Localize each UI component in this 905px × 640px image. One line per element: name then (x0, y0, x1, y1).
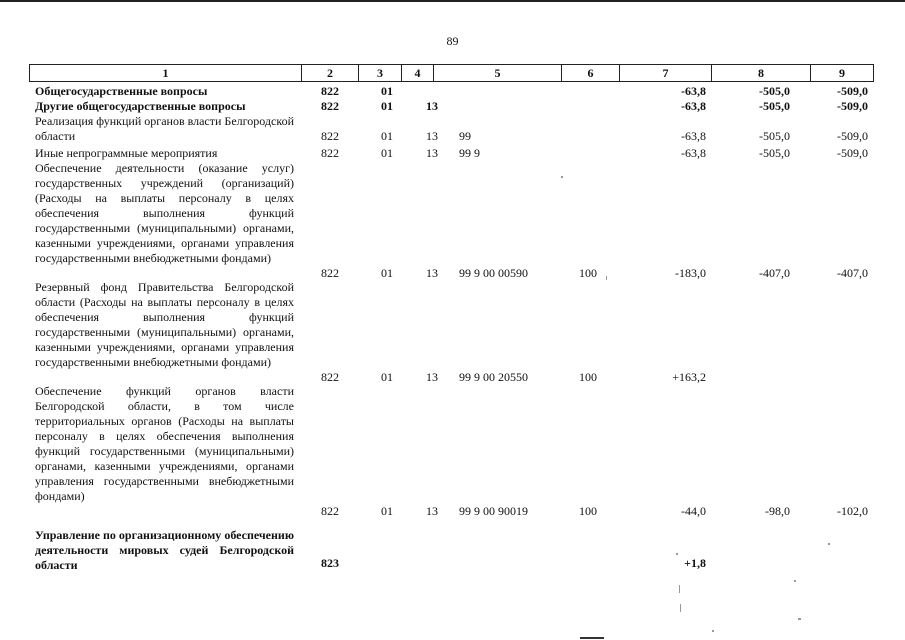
header-col-2: 2 (302, 65, 359, 81)
row-4-col-3: 01 (381, 266, 393, 280)
bottom-edge-mark (580, 637, 604, 639)
row-7-description: Управление по организационному обеспечению деятельности мировых судей Белгородской области (35, 528, 294, 572)
row-1-col-9: -509,0 (837, 99, 868, 113)
row-4-col-9: -407,0 (837, 266, 868, 280)
row-5-col-3: 01 (381, 370, 393, 384)
row-0-col-3: 01 (381, 84, 393, 98)
header-col-6: 6 (562, 65, 620, 81)
row-3-col-8: -505,0 (759, 146, 790, 160)
row-2-col-2: 822 (321, 129, 339, 143)
top-border-line (0, 0, 905, 2)
row-7-col-2: 823 (321, 556, 339, 570)
row-3-col-4: 13 (426, 146, 438, 160)
row-6-col-4: 13 (426, 504, 438, 518)
row-3-col-2: 822 (321, 146, 339, 160)
row-0-col-9: -509,0 (837, 84, 868, 98)
header-col-8: 8 (712, 65, 811, 81)
row-6-col-8: -98,0 (765, 504, 790, 518)
scan-speck (712, 630, 714, 632)
row-0-col-2: 822 (321, 84, 339, 98)
row-3-col-7: -63,8 (681, 146, 706, 160)
row-5-description: Резервный фонд Правительства Белгородской области (Расходы на выплаты персоналу в целях обеспечения выполнения функций государственными (муниципальными) органами, казенными учреждениями, органами управления государственными внебюджетными фондами) (35, 280, 294, 369)
scan-speck (828, 543, 830, 545)
row-2-col-4: 13 (426, 129, 438, 143)
row-1-col-8: -505,0 (759, 99, 790, 113)
row-4-description: Обеспечение деятельности (оказание услуг) государственных учреждений (организаций) (Расходы на выплаты персоналу в целях обеспечения выполнения функций государственными (муниципальными) органами, казенными учреждениями, органами управления государственными внебюджетными фондами) (35, 161, 294, 265)
row-3-description: Иные непрограммные мероприятия (35, 146, 218, 160)
row-6-description: Обеспечение функций органов власти Белгородской области, в том числе территориальных органов (Расходы на выплаты персоналу в целях обеспечения выполнения функций государственными (муниципальными) органами, казенными учреждениями, органами управления государственными внебюджетными фондами) (35, 384, 294, 503)
row-3-col-3: 01 (381, 146, 393, 160)
row-1-col-7: -63,8 (681, 99, 706, 113)
row-7-col-7: +1,8 (684, 556, 706, 570)
row-5-col-4: 13 (426, 370, 438, 384)
table-header-row (29, 64, 874, 82)
row-1-col-2: 822 (321, 99, 339, 113)
row-3-col-5: 99 9 (459, 146, 480, 160)
row-6-col-5: 99 9 00 90019 (459, 504, 528, 518)
row-0-col-8: -505,0 (759, 84, 790, 98)
row-2-col-3: 01 (381, 129, 393, 143)
header-col-1: 1 (30, 65, 302, 81)
row-6-col-6: 100 (579, 504, 597, 518)
row-6-col-9: -102,0 (837, 504, 868, 518)
header-col-5: 5 (434, 65, 562, 81)
row-5-col-7: +163,2 (672, 370, 706, 384)
scan-speck (679, 585, 680, 593)
row-2-col-7: -63,8 (681, 129, 706, 143)
row-5-col-2: 822 (321, 370, 339, 384)
row-5-col-5: 99 9 00 20550 (459, 370, 528, 384)
scan-speck (680, 604, 681, 612)
row-6-col-3: 01 (381, 504, 393, 518)
row-1-col-3: 01 (381, 99, 393, 113)
page-number: 89 (446, 34, 459, 48)
row-4-col-7: -183,0 (675, 266, 706, 280)
header-col-4: 4 (402, 65, 434, 81)
scan-speck (794, 580, 796, 582)
row-4-col-2: 822 (321, 266, 339, 280)
scan-speck (676, 553, 678, 555)
row-3-col-9: -509,0 (837, 146, 868, 160)
row-2-description: Реализация функций органов власти Белгородской области (35, 114, 294, 143)
header-col-9: 9 (839, 66, 845, 80)
row-6-col-7: -44,0 (681, 504, 706, 518)
row-4-col-6: 100 (579, 266, 597, 280)
row-4-col-8: -407,0 (759, 266, 790, 280)
row-0-col-7: -63,8 (681, 84, 706, 98)
scan-speck (798, 618, 801, 620)
header-col-3: 3 (359, 65, 402, 81)
row-5-col-6: 100 (579, 370, 597, 384)
row-6-col-2: 822 (321, 504, 339, 518)
scan-speck (561, 176, 563, 178)
row-4-col-4: 13 (426, 266, 438, 280)
header-col-7: 7 (620, 65, 712, 81)
scan-speck (606, 276, 607, 280)
row-2-col-8: -505,0 (759, 129, 790, 143)
row-1-description: Другие общегосударственные вопросы (35, 99, 246, 113)
row-2-col-9: -509,0 (837, 129, 868, 143)
row-0-description: Общегосударственные вопросы (35, 84, 208, 98)
row-4-col-5: 99 9 00 00590 (459, 266, 528, 280)
row-2-col-5: 99 (459, 129, 471, 143)
row-1-col-4: 13 (426, 99, 438, 113)
